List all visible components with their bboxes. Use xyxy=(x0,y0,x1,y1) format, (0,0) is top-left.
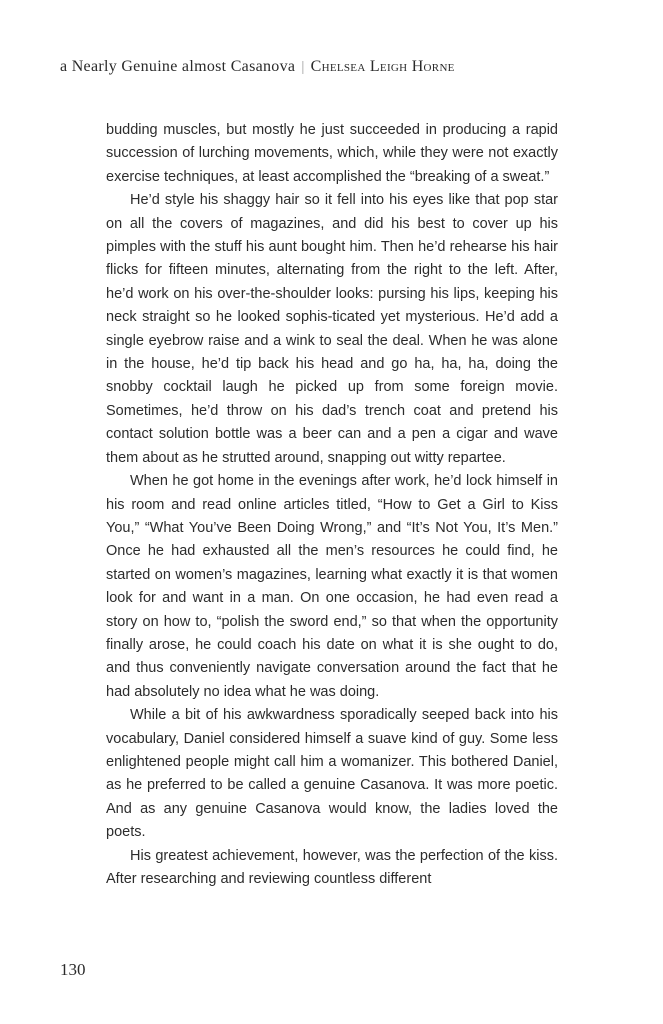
running-header xyxy=(60,58,455,76)
page-body xyxy=(106,119,558,891)
paragraph-2: He’d style his shaggy hair so it fell into his eyes like that pop star on all the covers of magazines, and did his best to cover up his pimples with the stuff his aunt bought him. Then he’d rehearse his hair flicks for fifteen minutes, alternating from the right to the left. After, he’d work on his over-the-shoulder looks: pursing his lips, keeping his neck straight so he looked sophis-ticated yet mysterious. He’d add a single eyebrow raise and a wink to seal the deal. When he was alone in the house, he’d tip back his head and go ha, ha, ha, doing the snobby cocktail laugh he picked up from some foreign movie. Sometimes, he’d throw on his dad’s trench coat and pretend his contact solution bottle was a beer can and a pen a cigar and wave them about as he strutted around, snapping out witty repartee. xyxy=(106,192,558,466)
paragraph-1: budding muscles, but mostly he just succeeded in producing a rapid succession of lurching movements, which, while they were not exactly exercise techniques, at least accomplished the “breaking of a sweat.” xyxy=(106,122,558,185)
page-number: 130 xyxy=(60,960,86,979)
paragraph-5: His greatest achievement, however, was the perfection of the kiss. After researching and reviewing countless different xyxy=(106,847,558,887)
paragraph-3: When he got home in the evenings after work, he’d lock himself in his room and read online articles titled, “How to Get a Girl to Kiss You,” “What You’ve Been Doing Wrong,” and “It’s Not You, It’s Men.” Once he had exhausted all the men’s resources he could find, he started on women’s magazines, learning what exactly it is that women look for and want in a man. On one occasion, he had even read a story on how to, “polish the sword end,” so that when the opportunity finally arose, he could coach his date on what it is she ought to do, and thus conveniently navigate conversation around the fact that he had absolutely no idea what he was doing. xyxy=(106,473,558,700)
author-name: Chelsea Leigh Horne xyxy=(310,58,455,75)
book-title: a Nearly Genuine almost Casanova xyxy=(60,58,296,75)
header-separator: | xyxy=(301,59,305,75)
paragraph-4: While a bit of his awkwardness sporadically seeped back into his vocabulary, Daniel considered himself a suave kind of guy. Some less enlightened people might call him a womanizer. This bothered Daniel, as he preferred to be called a genuine Casanova. It was more poetic. And as any genuine Casanova would know, the ladies loved the poets. xyxy=(106,707,558,841)
